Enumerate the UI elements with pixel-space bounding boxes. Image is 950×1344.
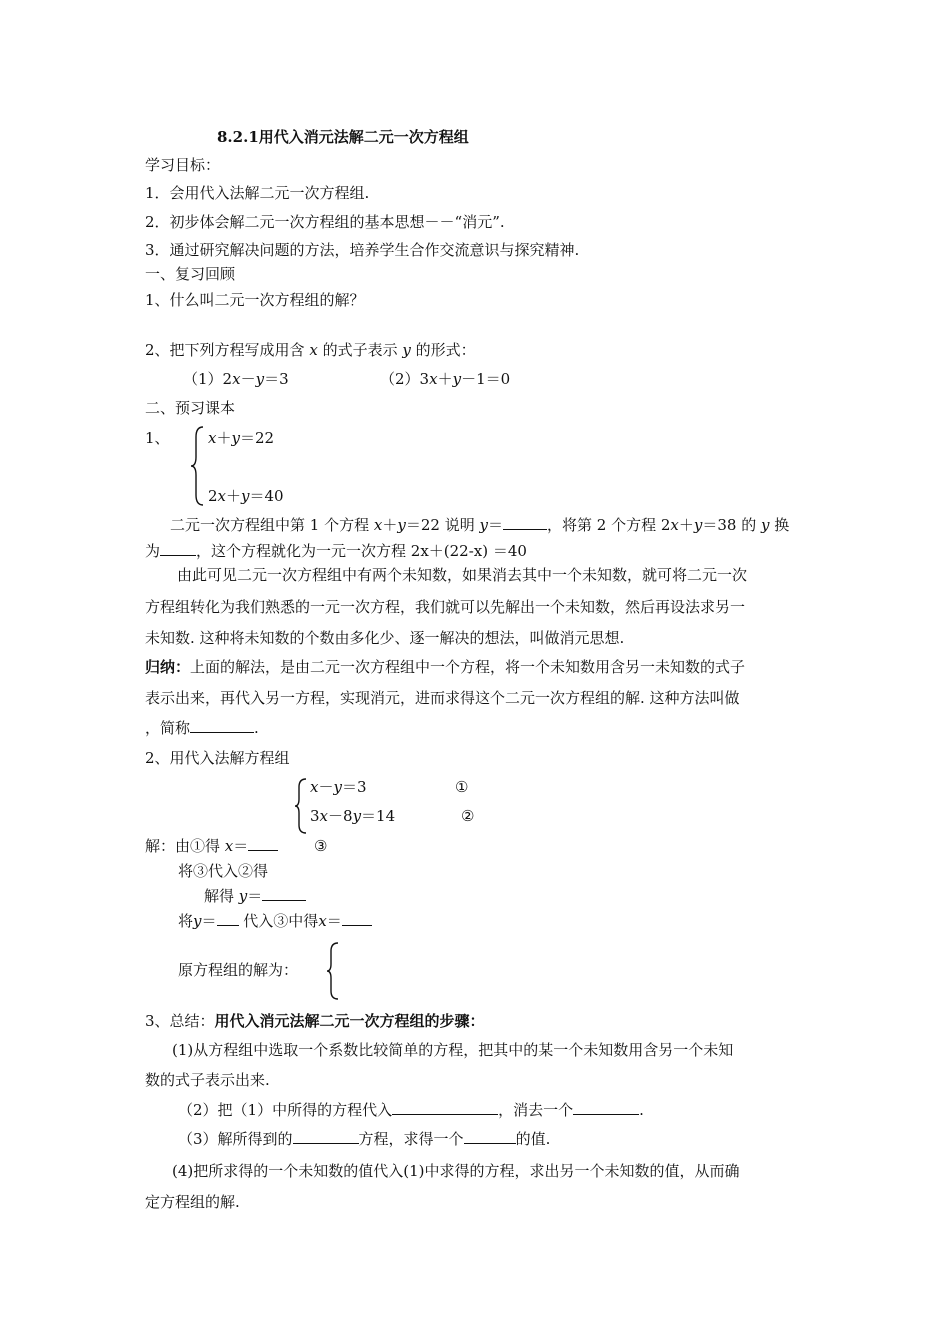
summary-line-3: ，简称 . [145, 719, 259, 737]
equation-marker-3: ③ [314, 837, 328, 855]
review-equation-2: （2）3x＋y－1＝0 [380, 370, 511, 388]
elimination-paragraph-line-1: 由此可见二元一次方程组中有两个未知数，如果消去其中一个未知数，就可将二元一次 [177, 566, 748, 584]
solution-step-3: 解得 y＝ [204, 886, 306, 906]
fill-blank[interactable] [573, 1100, 639, 1115]
summary-line-1: 归纳：上面的解法，是由二元一次方程组中一个方程，将一个未知数用含另一未知数的式子 [145, 658, 746, 676]
solution-step-4: 将y＝ 代入③中得x＝ [178, 911, 372, 931]
fill-blank[interactable] [293, 1129, 359, 1144]
fill-blank[interactable] [190, 718, 254, 733]
equation-marker-2: ② [461, 807, 475, 825]
elimination-paragraph-line-3: 未知数. 这种将未知数的个数由多化少、逐一解决的想法，叫做消元思想. [145, 629, 625, 647]
step-4-line-2: 定方程组的解. [145, 1193, 240, 1211]
fill-blank[interactable] [217, 911, 239, 926]
fill-blank[interactable] [392, 1100, 498, 1115]
steps-heading: 3、总结：用代入消元法解二元一次方程组的步骤： [145, 1012, 485, 1030]
fill-blank[interactable] [342, 911, 372, 926]
solution-step-5: 原方程组的解为： [178, 961, 299, 979]
goal-item-2: 2．初步体会解二元一次方程组的基本思想－－“消元”. [145, 213, 505, 231]
answer-brace [326, 941, 340, 1001]
step-4-line-1: (4)把所求得的一个未知数的值代入(1)中求得的方程，求出另一个未知数的值，从而确 [172, 1162, 740, 1180]
goal-item-3: 3．通过研究解决问题的方法，培养学生合作交流意识与探究精神. [145, 241, 580, 259]
example-equation-1: x－y＝3 [310, 778, 367, 796]
example-2-heading: 2、用代入法解方程组 [145, 749, 290, 767]
review-equation-1: （1）2x－y＝3 [183, 370, 289, 388]
example-equation-2: 3x－8y＝14 [310, 807, 396, 825]
page-title: 8.2.1用代入消元法解二元一次方程组 [217, 128, 469, 146]
system-equation-2: 2x＋y＝40 [208, 487, 284, 505]
review-heading: 一、复习回顾 [145, 265, 236, 283]
fill-blank[interactable] [262, 886, 306, 901]
preview-item-1-label: 1、 [145, 429, 170, 447]
goals-heading: 学习目标： [145, 156, 221, 174]
equation-system-brace [294, 777, 308, 835]
preview-paragraph-line-2: 为 ，这个方程就化为一元一次方程 2x＋(22-x) ＝40 [145, 542, 527, 560]
fill-blank[interactable] [160, 541, 196, 556]
review-question-1: 1、什么叫二元一次方程组的解？ [145, 291, 365, 309]
elimination-paragraph-line-2: 方程组转化为我们熟悉的一元一次方程，我们就可以先解出一个未知数，然后再设法求另一 [145, 598, 746, 616]
step-2: （2）把（1）中所得的方程代入 ，消去一个 . [178, 1101, 644, 1119]
step-1-line-1: (1)从方程组中选取一个系数比较简单的方程，把其中的某一个未知数用含另一个未知 [172, 1041, 734, 1059]
solution-step-2: 将③代入②得 [178, 862, 269, 880]
equation-system-brace [190, 425, 206, 507]
preview-paragraph-line-1: 二元一次方程组中第 1 个方程 x＋y＝22 说明 y＝ ，将第 2 个方程 2x＋y＝38 的 y 换 [170, 516, 790, 534]
fill-blank[interactable] [464, 1129, 516, 1144]
step-3: （3）解所得到的 方程，求得一个 的值. [178, 1130, 551, 1148]
review-question-2: 2、把下列方程写成用含 x 的式子表示 y 的形式： [145, 341, 476, 359]
goal-item-1: 1．会用代入法解二元一次方程组. [145, 184, 370, 202]
system-equation-1: x＋y＝22 [208, 429, 275, 447]
preview-heading: 二、预习课本 [145, 399, 236, 417]
summary-line-2: 表示出来，再代入另一方程，实现消元，进而求得这个二元一次方程组的解. 这种方法叫做 [145, 689, 740, 707]
fill-blank[interactable] [248, 836, 278, 851]
equation-marker-1: ① [455, 778, 469, 796]
solution-step-1: 解：由①得 x＝ [145, 836, 278, 856]
fill-blank[interactable] [503, 515, 547, 530]
step-1-line-2: 数的式子表示出来. [145, 1071, 270, 1089]
